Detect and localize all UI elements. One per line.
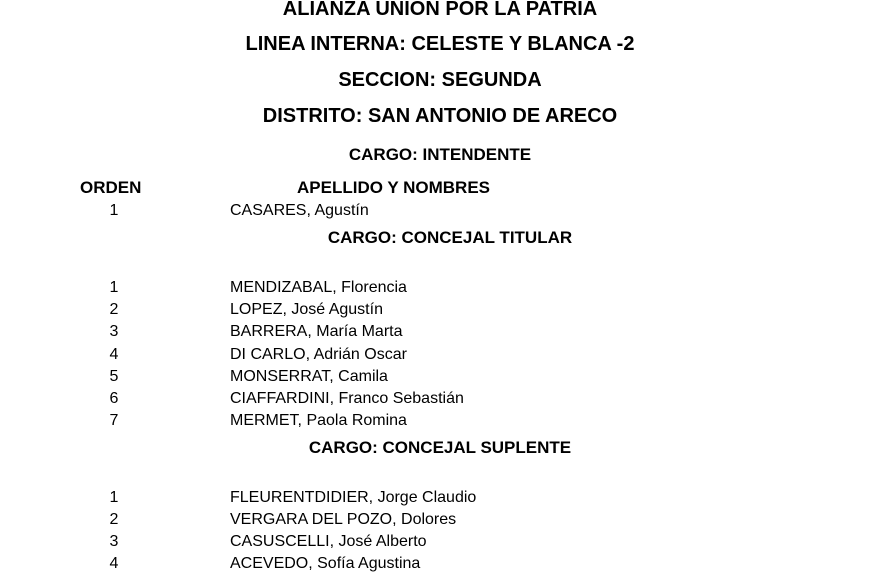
list-item-number: 3 bbox=[109, 533, 119, 550]
alliance-title: ALIANZA UNION POR LA PATRIA bbox=[282, 0, 598, 20]
list-item-name: DI CARLO, Adrián Oscar bbox=[230, 346, 407, 363]
district-title: DISTRITO: SAN ANTONIO DE ARECO bbox=[262, 105, 618, 127]
list-item-number: 7 bbox=[109, 412, 119, 429]
internal-line-title: LINEA INTERNA: CELESTE Y BLANCA -2 bbox=[245, 33, 635, 55]
column-header-order: ORDEN bbox=[80, 178, 142, 197]
list-item-name: CASARES, Agustín bbox=[230, 202, 369, 219]
list-item-number: 4 bbox=[109, 346, 119, 363]
list-item-name: MONSERRAT, Camila bbox=[230, 368, 388, 385]
list-item-name: BARRERA, María Marta bbox=[230, 323, 403, 340]
list-item-number: 1 bbox=[109, 489, 119, 506]
list-item-name: VERGARA DEL POZO, Dolores bbox=[230, 511, 457, 528]
list-item-name: CASUSCELLI, José Alberto bbox=[230, 533, 427, 550]
list-item-number: 1 bbox=[109, 279, 119, 296]
list-item-number: 2 bbox=[109, 511, 119, 528]
cargo-intendente-title: CARGO: INTENDENTE bbox=[348, 145, 532, 164]
cargo-concejal-suplente-title: CARGO: CONCEJAL SUPLENTE bbox=[308, 438, 572, 457]
list-item-name: ACEVEDO, Sofía Agustina bbox=[230, 555, 421, 572]
list-item-name: CIAFFARDINI, Franco Sebastián bbox=[230, 390, 464, 407]
cargo-concejal-titular-title: CARGO: CONCEJAL TITULAR bbox=[327, 228, 573, 247]
list-item-name: MENDIZABAL, Florencia bbox=[230, 279, 407, 296]
list-item-number: 6 bbox=[109, 390, 119, 407]
list-item-number: 4 bbox=[109, 555, 119, 572]
list-item-number: 2 bbox=[109, 301, 119, 318]
column-header-name: APELLIDO Y NOMBRES bbox=[297, 178, 491, 197]
list-item-number: 1 bbox=[109, 202, 119, 219]
list-item-number: 5 bbox=[109, 368, 119, 385]
section-title: SECCION: SEGUNDA bbox=[338, 69, 542, 91]
list-item-name: FLEURENTDIDIER, Jorge Claudio bbox=[230, 489, 477, 506]
list-item-number: 3 bbox=[109, 323, 119, 340]
list-item-name: LOPEZ, José Agustín bbox=[230, 301, 383, 318]
list-item-name: MERMET, Paola Romina bbox=[230, 412, 407, 429]
